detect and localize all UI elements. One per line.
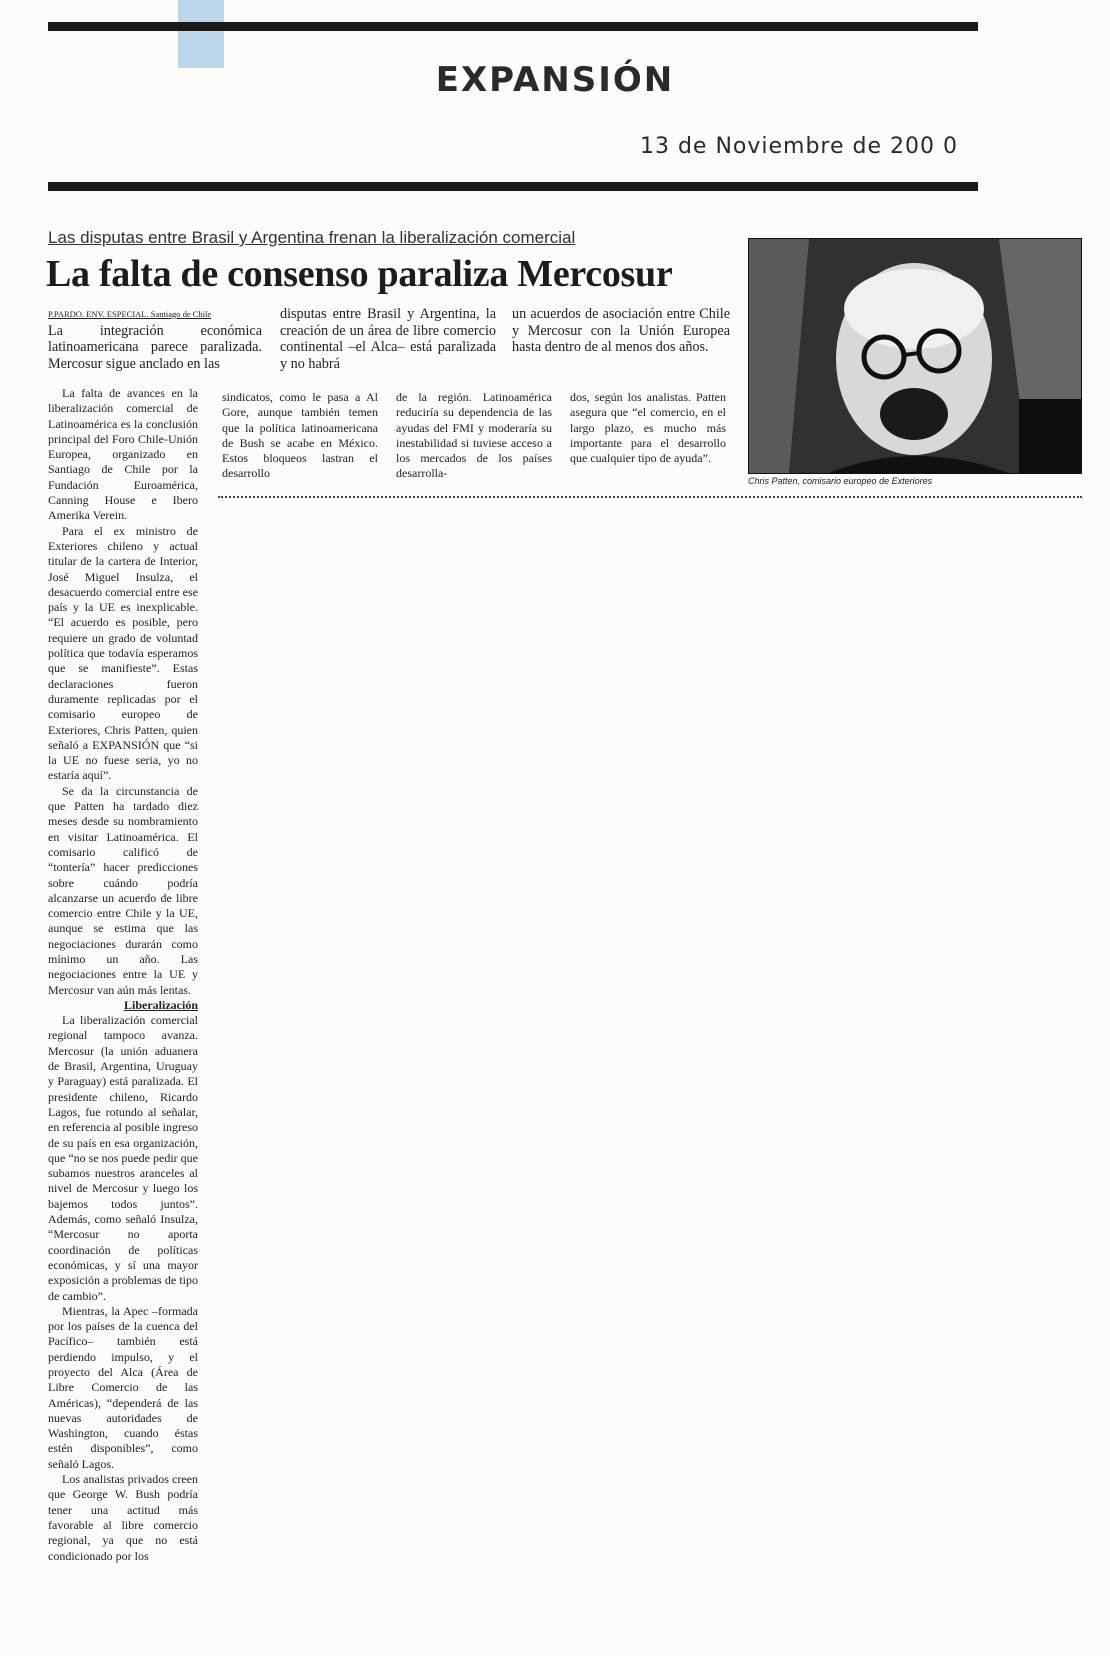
body-column-2 [222, 390, 378, 482]
top-rule [48, 22, 978, 31]
body-paragraph: dos, según los analistas. Patten asegura que “el comercio, en el largo plazo, es mucho más importante para el desarrollo que cualquier tipo de ayuda”. [570, 390, 726, 466]
portrait-photo-icon [748, 238, 1082, 474]
lead-text-1: La integración económica latinoamericana parece paralizada. Mercosur sigue anclado en las [48, 322, 262, 372]
body-paragraph: Para el ex ministro de Exteriores chileno y actual titular de la cartera de Interior, José Miguel Insulza, el desacuerdo comercial entre ese país y la UE es inexplicable. “El acuerdo es posible, pero requiere un grado de voluntad política que todavía esperamos que se manifieste”. Estas declaraciones fueron duramente replicadas por el comisario europeo de Exteriores, Chris Patten, quien señaló a EXPANSIÓN que “si la UE no fuese seria, yo no estaría aquí”. [48, 523, 198, 783]
body-paragraph: La falta de avances en la liberalización comercial de Latinoamérica es la conclusión principal del Foro Chile-Unión Europea, organizado en Santiago de Chile por la Fundación Euroamérica, Canning House e Ibero Amerika Verein. [48, 386, 198, 523]
lead-text-3: un acuerdos de asociación entre Chile y Mercosur con la Unión Europea hasta dentro de al menos dos años. [512, 306, 730, 355]
body-paragraph: Se da la circunstancia de que Patten ha tardado diez meses desde su nombramiento en visitar Latinoamérica. El comisario calificó de “tontería” hacer predicciones sobre cuándo podría alcanzarse un acuerdo de libre comercio entre Chile y la UE, aunque se estima que las negociaciones durarán como mínimo un año. Las negociaciones entre la UE y Mercosur van aún más lentas. [48, 783, 198, 997]
masthead: EXPANSIÓN [435, 60, 675, 100]
subhead: Liberalización [124, 997, 198, 1012]
article-kicker: Las disputas entre Brasil y Argentina frenan la liberalización comercial [48, 228, 576, 247]
body-paragraph: Los analistas privados creen que George W. Bush podría tener una actitud más favorable al libre comercio regional, ya que no está condicionado por los [48, 1472, 198, 1563]
body-column-1 [48, 386, 198, 1564]
lead-column-2 [280, 306, 496, 372]
portrait-drawing [749, 239, 1081, 473]
issue-date: 13 de Noviembre de 200 0 [639, 134, 958, 159]
byline: P.PARDO. ENV. ESPECIAL. Santiago de Chile [48, 309, 212, 319]
blue-tab-mark [178, 0, 224, 68]
body-column-3 [396, 390, 552, 482]
lead-column-3 [512, 306, 730, 356]
body-paragraph: de la región. Latinoamérica reduciría su dependencia de las ayudas del FMI y moderaría su inestabilidad si tuviese acceso a los mercados de los países desarrolla- [396, 390, 552, 481]
photo-caption: Chris Patten, comisario europeo de Exteriores [748, 476, 933, 486]
article-headline: La falta de consenso paraliza Mercosur [46, 253, 673, 295]
body-paragraph: La liberalización comercial regional tampoco avanza. Mercosur (la unión aduanera de Brasil, Argentina, Uruguay y Paraguay) está paralizada. El presidente chileno, Ricardo Lagos, fue rotundo al señalar, en referencia al posible ingreso de su país en esa organización, que “no se nos puede pedir que subamos nuestros aranceles al nivel de Mercosur y luego los bajemos todos juntos”. Además, como señaló Insulza, “Mercosur no aporta coordinación de políticas económicas, y sí una mayor exposición a problemas de tipo de cambio”. [48, 1013, 198, 1303]
body-column-4 [570, 390, 726, 466]
lead-column-1 [48, 306, 262, 372]
dotted-separator [218, 496, 1082, 498]
header-bottom-rule [48, 182, 978, 191]
lead-text-2: disputas entre Brasil y Argentina, la creación de un área de libre comercio continental –el Alca– está paralizada y no habrá [280, 306, 496, 372]
body-paragraph: Mientras, la Apec –formada por los países de la cuenca del Pacífico– también está perdiendo impulso, y el proyecto del Alca (Área de Libre Comercio de las Américas), “dependerá de las nuevas autoridades de Washington, cuando éstas estén disponibles”, como señaló Lagos. [48, 1303, 198, 1471]
body-paragraph: sindicatos, como le pasa a Al Gore, aunque también temen que la política latinoamericana de Bush se acabe en México. Estos bloqueos lastran el desarrollo [222, 390, 378, 481]
